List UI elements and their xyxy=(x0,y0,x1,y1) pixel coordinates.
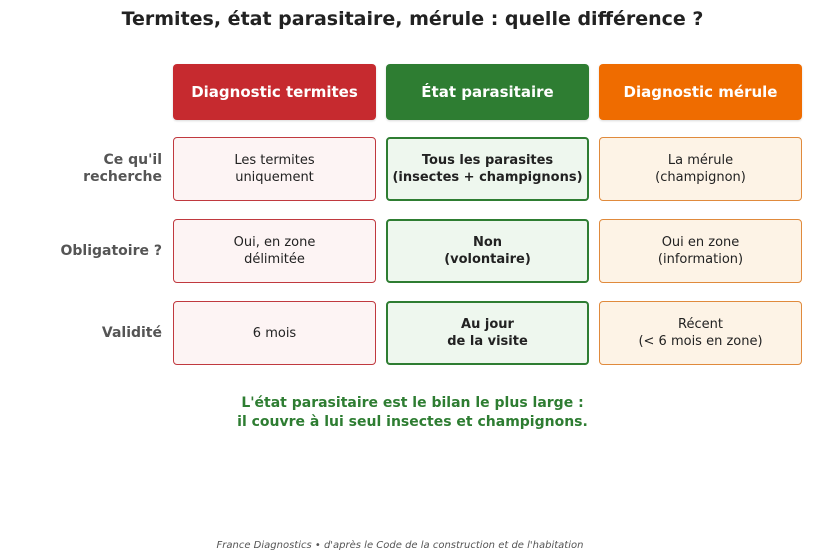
cell-termites-recherche: Les termites uniquement xyxy=(173,137,376,201)
cell-merule-validite: Récent (< 6 mois en zone) xyxy=(599,301,802,365)
conclusion-text: L'état parasitaire est le bilan le plus large : il couvre à lui seul insectes et champignons. xyxy=(237,395,588,430)
row-label-recherche xyxy=(20,137,162,201)
row-label-validite xyxy=(20,301,162,365)
row-label-obligatoire xyxy=(20,219,162,283)
cell-etat-validite: Au jour de la visite xyxy=(386,301,589,365)
cell-termites-validite: 6 mois xyxy=(173,301,376,365)
column-header-termites: Diagnostic termites xyxy=(173,64,376,120)
column-header-merule: Diagnostic mérule xyxy=(599,64,802,120)
column-header-etat-parasitaire: État parasitaire xyxy=(386,64,589,120)
cell-merule-obligatoire: Oui en zone (information) xyxy=(599,219,802,283)
row-label-text: Validité xyxy=(101,324,162,341)
row-label-text: Obligatoire ? xyxy=(60,242,162,259)
cell-etat-obligatoire: Non (volontaire) xyxy=(386,219,589,283)
row-label-text: Ce qu'il recherche xyxy=(83,152,162,185)
page-title: Termites, état parasitaire, mérule : quelle différence ? xyxy=(121,8,704,30)
cell-merule-recherche: La mérule (champignon) xyxy=(599,137,802,201)
cell-etat-recherche: Tous les parasites (insectes + champignons) xyxy=(386,137,589,201)
cell-termites-obligatoire: Oui, en zone délimitée xyxy=(173,219,376,283)
footer-source: France Diagnostics • d'après le Code de la construction et de l'habitation xyxy=(216,540,584,551)
